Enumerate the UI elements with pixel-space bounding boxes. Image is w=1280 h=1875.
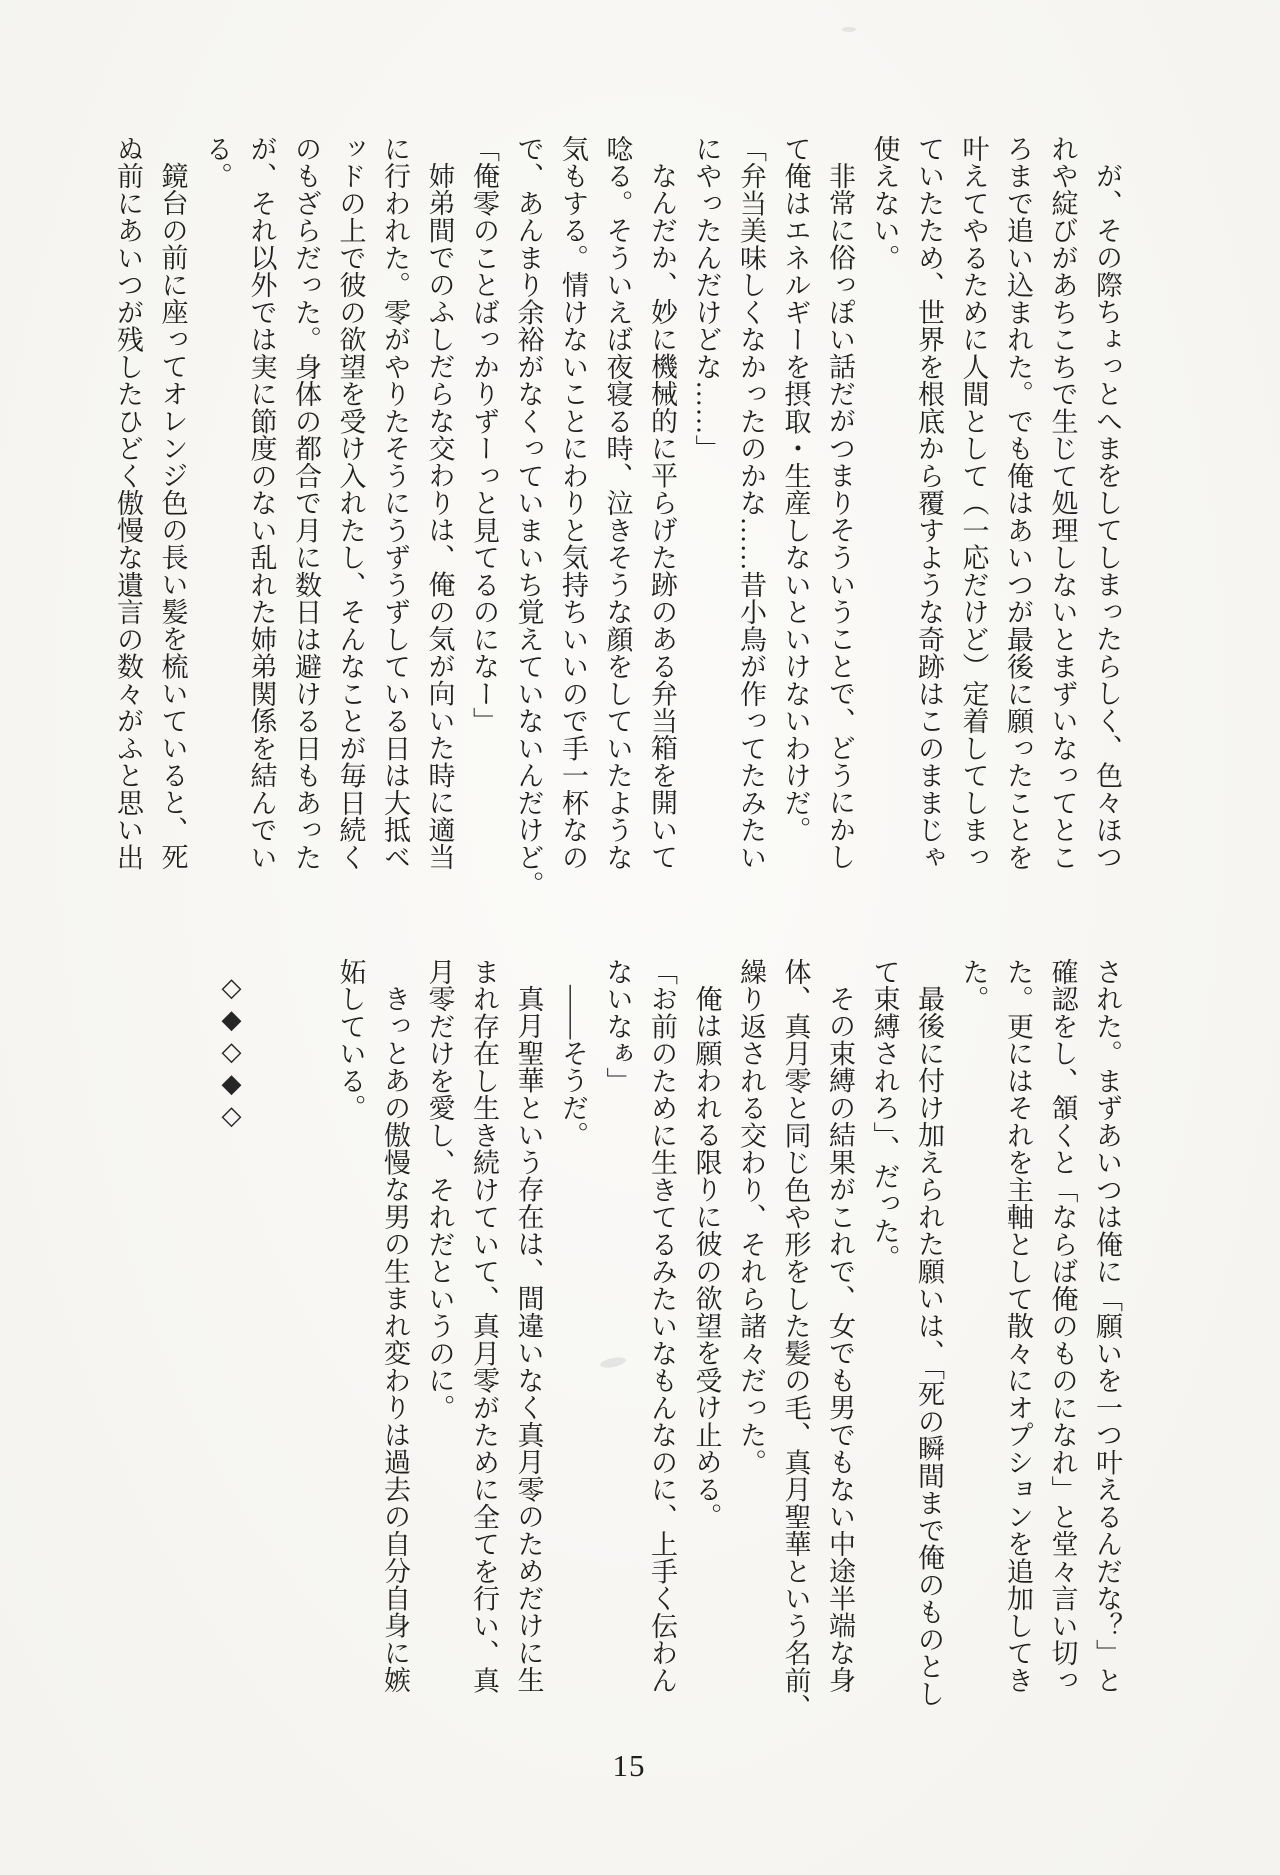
text-column: た。 bbox=[958, 958, 989, 1013]
text-column: 叶えてやるために人間として（一応だけど）定着してしまっ bbox=[958, 135, 989, 871]
text-column: 月零だけを愛し、それだというのに。 bbox=[424, 958, 455, 1422]
text-column: その束縛の結果がこれで、女でも男でもない中途半端な身 bbox=[825, 985, 855, 1694]
text-column: 非常に俗っぽい話だがつまりそういうことで、どうにかし bbox=[825, 162, 855, 871]
text-column: 「お前のために生きてるみたいなもんなのに、上手く伝わん bbox=[647, 958, 677, 1694]
page-number: 15 bbox=[612, 1748, 646, 1783]
text-column: 妬している。 bbox=[335, 958, 366, 1122]
text-column: て束縛されろ」、だった。 bbox=[869, 958, 900, 1272]
text-column: 「弁当美味しくなかったのかな……昔小鳥が作ってたみたい bbox=[736, 135, 766, 871]
text-column: ぬ前にあいつが残したひどく傲慢な遺言の数々がふと思い出 bbox=[113, 135, 143, 871]
text-column: 姉弟間でのふしだらな交わりは、俺の気が向いた時に適当 bbox=[424, 162, 455, 871]
text-column: まれ存在し生き続けていて、真月零がために全てを行い、真 bbox=[469, 958, 499, 1694]
text-column: 体、真月零と同じ色や形をした髪の毛、真月聖華という名前、 bbox=[780, 958, 811, 1721]
text-column: 鏡台の前に座ってオレンジ色の長い髪を梳いていると、死 bbox=[157, 162, 188, 871]
text-column: 使えない。 bbox=[869, 135, 900, 272]
text-column: で、あんまり余裕がなくっていまいち覚えていないんだけど。 bbox=[513, 135, 544, 898]
text-column: が、その際ちょっとへまをしてしまったらしく、色々ほつ bbox=[1092, 162, 1122, 871]
text-column: ッドの上で彼の欲望を受け入れたし、そんなことが毎日続く bbox=[335, 135, 366, 871]
text-column: きっとあの傲慢な男の生まれ変わりは過去の自分自身に嫉 bbox=[380, 985, 410, 1694]
text-column: 確認をし、頷くと「ならば俺のものになれ」と堂々言い切っ bbox=[1047, 958, 1078, 1694]
text-column: にやったんだけどな……」 bbox=[691, 135, 722, 462]
text-column: た。更にはそれを主軸として散々にオプションを追加してき bbox=[1003, 958, 1033, 1694]
text-column: ろまで追い込まれた。でも俺はあいつが最後に願ったことを bbox=[1003, 135, 1033, 871]
text-column: て俺はエネルギーを摂取・生産しないといけないわけだ。 bbox=[780, 135, 811, 844]
text-column: れや綻びがあちこちで生じて処理しないとまずいなってとこ bbox=[1047, 135, 1078, 871]
text-column: に行われた。零がやりたそうにうずうずしている日は大抵ベ bbox=[380, 135, 410, 871]
scan-smudge bbox=[842, 27, 856, 32]
text-column: る。 bbox=[202, 135, 232, 190]
text-column: 最後に付け加えられた願いは、「死の瞬間まで俺のものとし bbox=[914, 985, 944, 1708]
text-column: 繰り返される交わり、それら諸々だった。 bbox=[736, 958, 766, 1476]
text-column: のもざらだった。身体の都合で月に数日は避ける日もあった bbox=[291, 135, 321, 871]
text-column: ないなぁ」 bbox=[602, 958, 633, 1095]
section-divider-diamonds: ◇◆◇◆◇ bbox=[217, 973, 247, 1133]
story-text-bottom-block bbox=[328, 958, 1129, 1721]
text-column: ていたため、世界を根底から覆すような奇跡はこのままじゃ bbox=[914, 135, 944, 871]
text-column: なんだか、妙に機械的に平らげた跡のある弁当箱を開いて bbox=[647, 162, 677, 871]
text-column: 俺は願われる限りに彼の欲望を受け止める。 bbox=[691, 985, 722, 1530]
text-column: 真月聖華という存在は、間違いなく真月零のためだけに生 bbox=[513, 985, 544, 1694]
text-column: された。まずあいつは俺に「願いを一つ叶えるんだな？」と bbox=[1092, 958, 1122, 1694]
text-column: が、それ以外では実に節度のない乱れた姉弟関係を結んでい bbox=[246, 135, 277, 871]
text-column: ――そうだ。 bbox=[558, 985, 588, 1149]
text-column: 「俺零のことばっかりずーっと見てるのになー」 bbox=[469, 135, 499, 735]
text-column: 唸る。そういえば夜寝る時、泣きそうな顔をしていたような bbox=[602, 135, 633, 871]
story-text-top-block bbox=[106, 135, 1130, 898]
text-column: 気もする。情けないことにわりと気持ちいいので手一杯なの bbox=[558, 135, 588, 871]
